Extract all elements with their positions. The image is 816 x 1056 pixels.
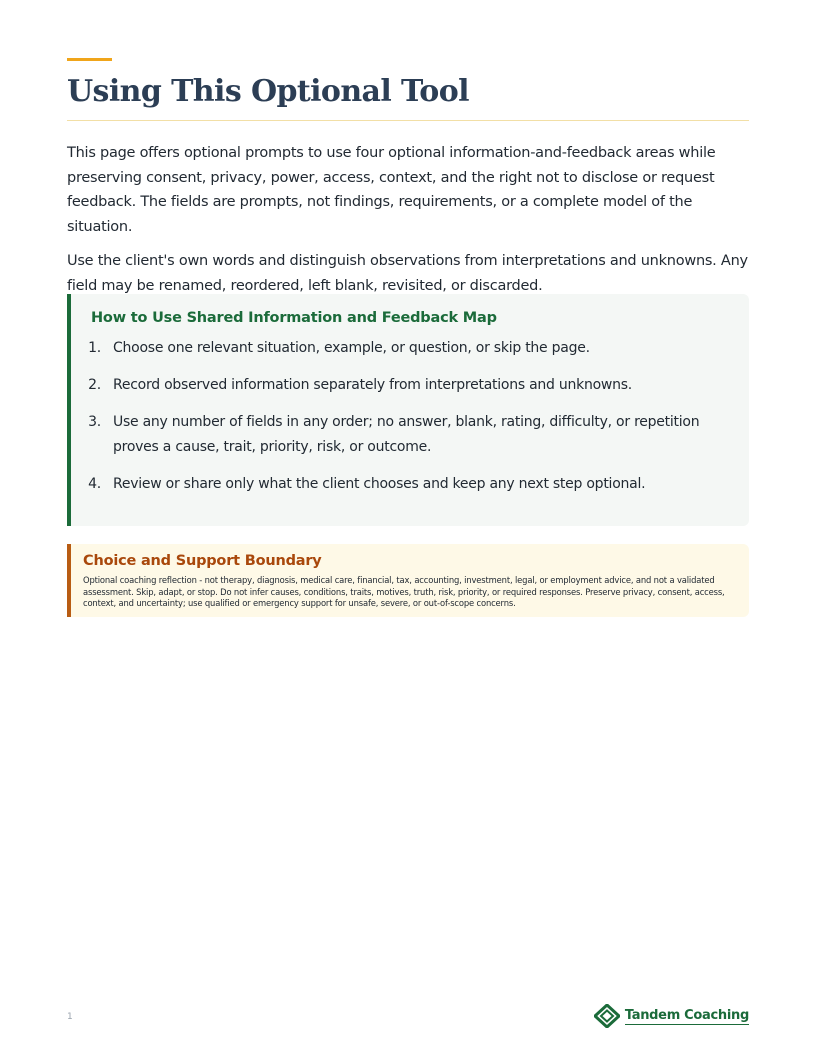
intro-paragraph-1: This page offers optional prompts to use four optional information-and-feedback areas while preserving consent, privacy, power, access, context, and the right not to disclose or request feedback. The fields are prompts, not findings, requirements, or a complete model of the situation. bbox=[67, 145, 716, 235]
title-accent-bar bbox=[67, 58, 112, 61]
how-to-step bbox=[88, 373, 733, 398]
how-to-use-panel bbox=[67, 294, 749, 526]
page-number: 1 bbox=[67, 1012, 73, 1022]
how-to-step bbox=[88, 472, 733, 497]
boundary-heading: Choice and Support Boundary bbox=[83, 553, 322, 569]
step-text: Choose one relevant situation, example, or question, or skip the page. bbox=[113, 340, 590, 356]
step-number: 4. bbox=[88, 475, 101, 492]
step-number: 2. bbox=[88, 377, 101, 393]
brand-name: Tandem Coaching bbox=[624, 1007, 749, 1023]
step-text: Review or share only what the client chooses and keep any next step optional. bbox=[113, 475, 646, 492]
step-text: Use any number of fields in any order; no answer, blank, rating, difficulty, or repetition proves a cause, trait, priority, risk, or outcome. bbox=[113, 414, 700, 455]
title-divider bbox=[67, 120, 749, 121]
boundary-text: Optional coaching reflection - not therapy, diagnosis, medical care, financial, tax, accounting, investment, legal, or employment advice, and not a validated assessment. Skip, adapt, or stop. Do not infer causes, conditions, traits, motives, truth, risk, priority, or required responses. Preserve privacy, consent, access, context, and uncertainty; use qualified or emergency support for unsafe, severe, or out-of-scope concerns. bbox=[83, 575, 725, 608]
support-boundary-callout bbox=[67, 544, 749, 617]
how-to-steps bbox=[88, 336, 733, 509]
intro-paragraph-2: Use the client's own words and distinguish observations from interpretations and unknowns. Any field may be renamed, reordered, left blank, revisited, or discarded. bbox=[67, 253, 748, 294]
how-to-heading: How to Use Shared Information and Feedback Map bbox=[91, 310, 497, 326]
brand-footer bbox=[594, 1004, 749, 1028]
step-text: Record observed information separately from interpretations and unknowns. bbox=[113, 377, 632, 393]
intro-section bbox=[67, 141, 749, 308]
how-to-step bbox=[88, 410, 733, 459]
page-title: Using This Optional Tool bbox=[67, 74, 469, 109]
how-to-step bbox=[88, 336, 733, 361]
step-number: 3. bbox=[88, 414, 101, 430]
step-number: 1. bbox=[88, 340, 101, 356]
diamond-logo-icon bbox=[594, 1004, 620, 1028]
